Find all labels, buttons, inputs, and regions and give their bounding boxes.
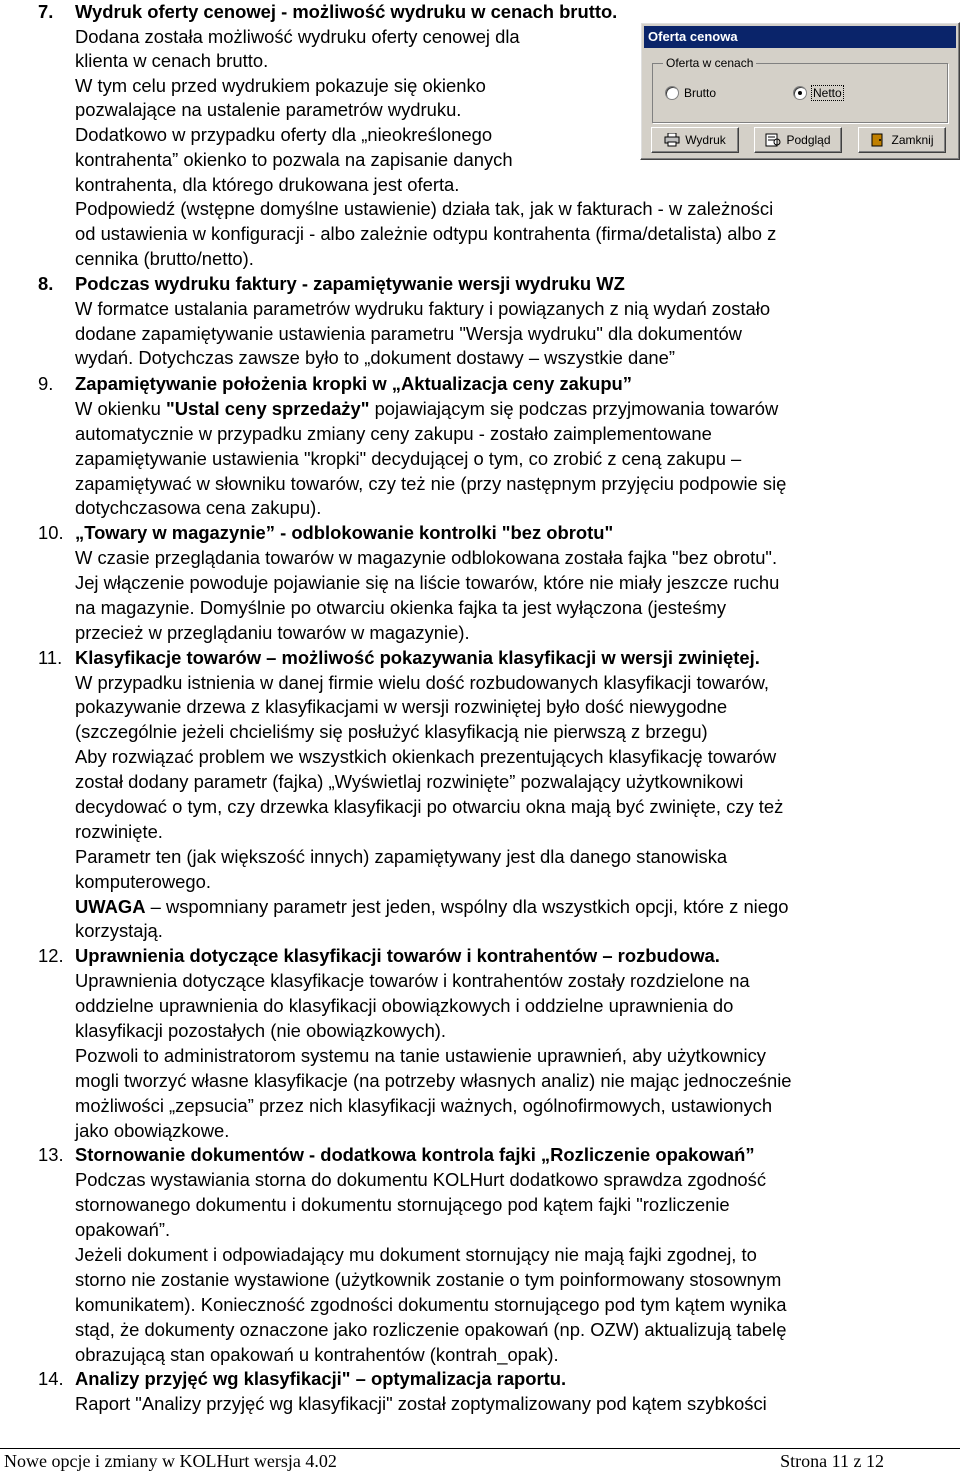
item-body-line: W formatce ustalania parametrów wydruku faktury i powiązanych z nią wydań zostało [75, 298, 771, 319]
item-body-line: zapamiętywać w słowniku towarów, czy też nie (przy następnym przyjęciu podpowie się [75, 473, 787, 494]
dialog-title: Oferta cenowa [644, 26, 956, 48]
item-number: 11. [38, 647, 63, 668]
item-number: 8. [38, 273, 54, 294]
item-body-line: wydań. Dotychczas zawsze było to „dokument dostawy – wszystkie dane” [75, 347, 676, 368]
door-icon [870, 133, 886, 147]
item-body-line: komunikatem). Konieczność zgodności dokumentu stornującego pod tym kątem wynika [75, 1294, 787, 1315]
radio-brutto[interactable] [665, 86, 716, 100]
item-number: 10. [38, 522, 64, 543]
group-caption: Oferta w cenach [663, 55, 756, 71]
item-body-line: jako obowiązkowe. [75, 1120, 230, 1141]
item-body-line: klienta w cenach brutto. [75, 50, 269, 71]
item-title: Uprawnienia dotyczące klasyfikacji towarów i kontrahentów – rozbudowa. [75, 945, 720, 966]
preview-button[interactable] [754, 127, 842, 153]
item-body-line: oddzielne uprawnienia do klasyfikacji obowiązkowych i oddzielne uprawnienia do [75, 995, 734, 1016]
item-body-line: opakowań”. [75, 1219, 171, 1240]
item-body-line: od ustawienia w konfiguracji - albo zależnie odtypu kontrahenta (firma/detalista) albo z [75, 223, 777, 244]
item-body-line: decydować o tym, czy drzewka klasyfikacji po otwarciu okna mają być zwinięte, czy też [75, 796, 784, 817]
item-body-line: na magazynie. Domyślnie po otwarciu okienka fajka ta jest wyłączona (jesteśmy [75, 597, 727, 618]
item-title: Analizy przyjęć wg klasyfikacji" – optymalizacja raportu. [75, 1368, 567, 1389]
item-number: 12. [38, 945, 64, 966]
print-button[interactable] [651, 127, 739, 153]
item-body-line: (szczególnie jeżeli chcieliśmy się posłużyć klasyfikacją nie pierwszą z brzegu) [75, 721, 708, 742]
radio-netto-label: Netto [813, 86, 842, 100]
item-body-line: W tym celu przed wydrukiem pokazuje się okienko [75, 75, 486, 96]
warning-line: UWAGA – wspomniany parametr jest jeden, wspólny dla wszystkich opcji, które z niego [75, 896, 789, 917]
item-body-line: Podpowiedź (wstępne domyślne ustawienie) działa tak, jak w fakturach - w zależności [75, 198, 774, 219]
item-title: Zapamiętywanie położenia kropki w „Aktualizacja ceny zakupu” [75, 373, 632, 394]
item-body-line: Raport "Analizy przyjęć wg klasyfikacji" został zoptymalizowany pod kątem szybkości [75, 1393, 767, 1414]
item-body-line: Jej włączenie powoduje pojawianie się na liście towarów, które nie miały jeszcze ruchu [75, 572, 780, 593]
item-body-line: komputerowego. [75, 871, 211, 892]
price-mode-group [652, 56, 948, 123]
item-body-line: storno nie zostanie wystawione (użytkownik zostanie o tym poinformowany stosownym [75, 1269, 782, 1290]
item-body-line: dodane zapamiętywanie ustawienia parametru "Wersja wydruku" dla dokumentów [75, 323, 742, 344]
item-body-line: Dodana została możliwość wydruku oferty cenowej dla [75, 26, 520, 47]
item-body-line: dotychczasowa cena zakupu). [75, 497, 322, 518]
item-body-line: rozwinięte. [75, 821, 163, 842]
item-title: Podczas wydruku faktury - zapamiętywanie wersji wydruku WZ [75, 273, 625, 294]
radio-brutto-circle[interactable] [665, 86, 679, 100]
item-body-line: Dodatkowo w przypadku oferty dla „nieokreślonego [75, 124, 493, 145]
printer-icon [664, 133, 680, 147]
radio-brutto-label: Brutto [684, 86, 717, 100]
item-body-line: W czasie przeglądania towarów w magazynie odblokowana została fajka "bez obrotu". [75, 547, 778, 568]
item-body-line: automatycznie w przypadku zmiany ceny zakupu - zostało zaimplementowane [75, 423, 712, 444]
item-body-line: Aby rozwiązać problem we wszystkich okienkach prezentujących klasyfikację towarów [75, 746, 777, 767]
item-body-line: Podczas wystawiania storna do dokumentu KOLHurt dodatkowo sprawdza zgodność [75, 1169, 767, 1190]
item-body-line: pozwalające na ustalenie parametrów wydruku. [75, 99, 462, 120]
footer-rule [0, 1448, 960, 1449]
item-body-line: został dodany parametr (fajka) „Wyświetlaj rozwinięte” pozwalający użytkownikowi [75, 771, 744, 792]
radio-netto-circle[interactable] [793, 86, 807, 100]
item-body-line: cennika (brutto/netto). [75, 248, 254, 269]
close-button[interactable] [858, 127, 946, 153]
item-number: 14. [38, 1368, 64, 1389]
item-title: „Towary w magazynie” - odblokowanie kontrolki "bez obrotu" [75, 522, 614, 543]
item-title: Klasyfikacje towarów – możliwość pokazywania klasyfikacji w wersji zwiniętej. [75, 647, 760, 668]
preview-icon [765, 133, 781, 147]
item-number: 13. [38, 1144, 64, 1165]
print-offer-dialog [640, 22, 960, 160]
item-body-line: W okienku "Ustal ceny sprzedaży" pojawiającym się podczas przyjmowania towarów [75, 398, 779, 419]
item-body-line: obrazującą stan opakowań u kontrahentów (kontrah_opak). [75, 1344, 559, 1365]
item-body-line: możliwości „zepsucia” przez nich klasyfikacji ważnych, ogólnofirmowych, ustawionych [75, 1095, 773, 1116]
item-title: Stornowanie dokumentów - dodatkowa kontrola fajki „Rozliczenie opakowań” [75, 1144, 755, 1165]
item-body-line: Uprawnienia dotyczące klasyfikacje towarów i kontrahentów zostały rozdzielone na [75, 970, 750, 991]
item-body-line: Parametr ten (jak większość innych) zapamiętywany jest dla danego stanowiska [75, 846, 728, 867]
item-body-line: W przypadku istnienia w danej firmie wielu dość rozbudowanych klasyfikacji towarów, [75, 672, 770, 693]
item-body-line: Pozwoli to administratorom systemu na tanie ustawienie uprawnień, aby użytkownicy [75, 1045, 766, 1066]
item-body-line: mogli tworzyć własne klasyfikacje (na potrzeby własnych analiz) nie mając jednocześnie [75, 1070, 792, 1091]
page-number: Strona 11 z 12 [780, 1451, 884, 1471]
radio-netto[interactable] [793, 86, 843, 100]
item-body-line: Jeżeli dokument i odpowiadający mu dokument stornujący nie mają fajki zgodnej, to [75, 1244, 757, 1265]
preview-button-label: Podgląd [786, 133, 831, 147]
warning-line: korzystają. [75, 920, 163, 941]
close-button-label: Zamknij [891, 133, 934, 147]
item-body-line: kontrahenta” okienko to pozwala na zapisanie danych [75, 149, 513, 170]
item-title: Wydruk oferty cenowej - możliwość wydruku w cenach brutto. [75, 1, 618, 22]
item-body-line: stornowanego dokumentu i dokumentu stornującego pod kątem fajki "rozliczenie [75, 1194, 730, 1215]
item-body-line: zapamiętywanie ustawienia "kropki" decydującej o tym, co zrobić z ceną zakupu – [75, 448, 742, 469]
item-body-line: pokazywanie drzewa z klasyfikacjami w wersji rozwiniętej było dość niewygodne [75, 696, 728, 717]
item-body-line: przecież w przeglądaniu towarów w magazynie). [75, 622, 470, 643]
item-number: 7. [38, 1, 54, 22]
item-body-line: klasyfikacji pozostałych (nie obowiązkowych). [75, 1020, 447, 1041]
print-button-label: Wydruk [685, 133, 726, 147]
item-body-line: stąd, że dokumenty oznaczone jako rozliczenie opakowań (np. OZW) aktualizują tabelę [75, 1319, 787, 1340]
footer-title: Nowe opcje i zmiany w KOLHurt wersja 4.02 [4, 1451, 337, 1471]
item-number: 9. [38, 373, 54, 394]
item-body-line: kontrahenta, dla którego drukowana jest oferta. [75, 174, 460, 195]
